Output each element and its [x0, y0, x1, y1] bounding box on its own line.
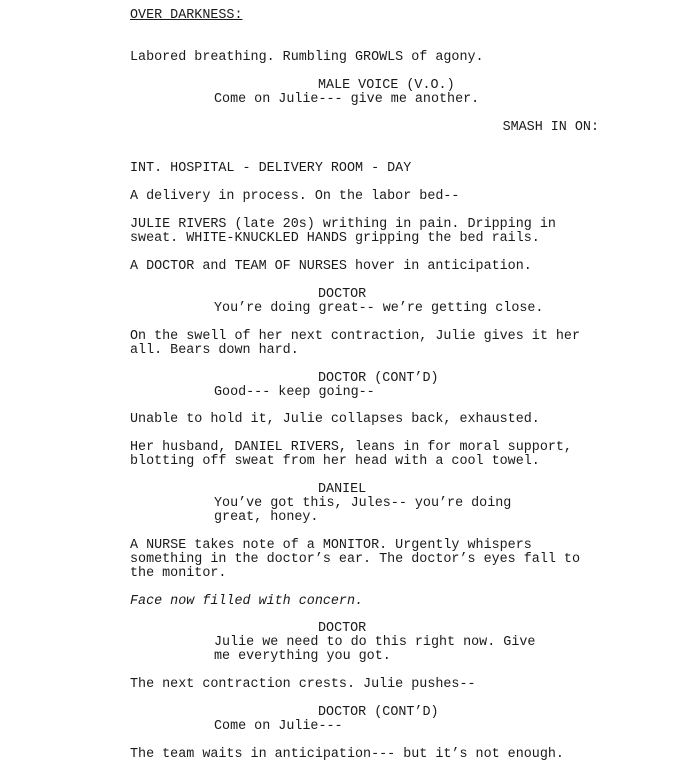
- dialogue-line: Good--- keep going--: [214, 385, 375, 400]
- dialogue-line: Come on Julie---: [214, 719, 343, 734]
- action-line: The team waits in anticipation--- but it’s not enough.: [130, 747, 564, 762]
- dialogue-line: You’ve got this, Jules-- you’re doing: [214, 496, 512, 511]
- action-line: Unable to hold it, Julie collapses back, exhausted.: [130, 412, 540, 427]
- transition: SMASH IN ON:: [502, 120, 599, 135]
- character-cue: DOCTOR: [318, 621, 367, 636]
- scene-heading: INT. HOSPITAL - DELIVERY ROOM - DAY: [130, 161, 412, 176]
- dialogue-line: Julie we need to do this right now. Give: [214, 635, 536, 650]
- action-line: blotting off sweat from her head with a cool towel.: [130, 454, 540, 469]
- action-line: A DOCTOR and TEAM OF NURSES hover in anticipation.: [130, 259, 532, 274]
- action-line: something in the doctor’s ear. The doctor’s eyes fall to: [130, 552, 580, 567]
- action-line: Her husband, DANIEL RIVERS, leans in for moral support,: [130, 440, 572, 455]
- character-cue: DOCTOR: [318, 287, 367, 302]
- dialogue-line: Come on Julie--- give me another.: [214, 92, 480, 107]
- action-line: the monitor.: [130, 566, 227, 581]
- dialogue-line: me everything you got.: [214, 649, 391, 664]
- action-line: all. Bears down hard.: [130, 343, 299, 358]
- character-cue: DANIEL: [318, 482, 367, 497]
- character-cue: DOCTOR (CONT’D): [318, 705, 439, 720]
- action-line-italic: Face now filled with concern.: [130, 594, 364, 609]
- action-line: A delivery in process. On the labor bed--: [130, 189, 460, 204]
- action-line: The next contraction crests. Julie pushes--: [130, 677, 476, 692]
- action-line: A NURSE takes note of a MONITOR. Urgently whispers: [130, 538, 532, 553]
- character-cue: DOCTOR (CONT’D): [318, 371, 439, 386]
- character-cue: MALE VOICE (V.O.): [318, 78, 455, 93]
- action-line: On the swell of her next contraction, Julie gives it her: [130, 329, 580, 344]
- action-line: sweat. WHITE-KNUCKLED HANDS gripping the bed rails.: [130, 231, 540, 246]
- dialogue-line: You’re doing great-- we’re getting close.: [214, 301, 544, 316]
- action-line: JULIE RIVERS (late 20s) writhing in pain. Dripping in: [130, 217, 556, 232]
- action-line: Labored breathing. Rumbling GROWLS of agony.: [130, 50, 484, 65]
- slug-line: OVER DARKNESS:: [130, 8, 243, 23]
- dialogue-line: great, honey.: [214, 510, 319, 525]
